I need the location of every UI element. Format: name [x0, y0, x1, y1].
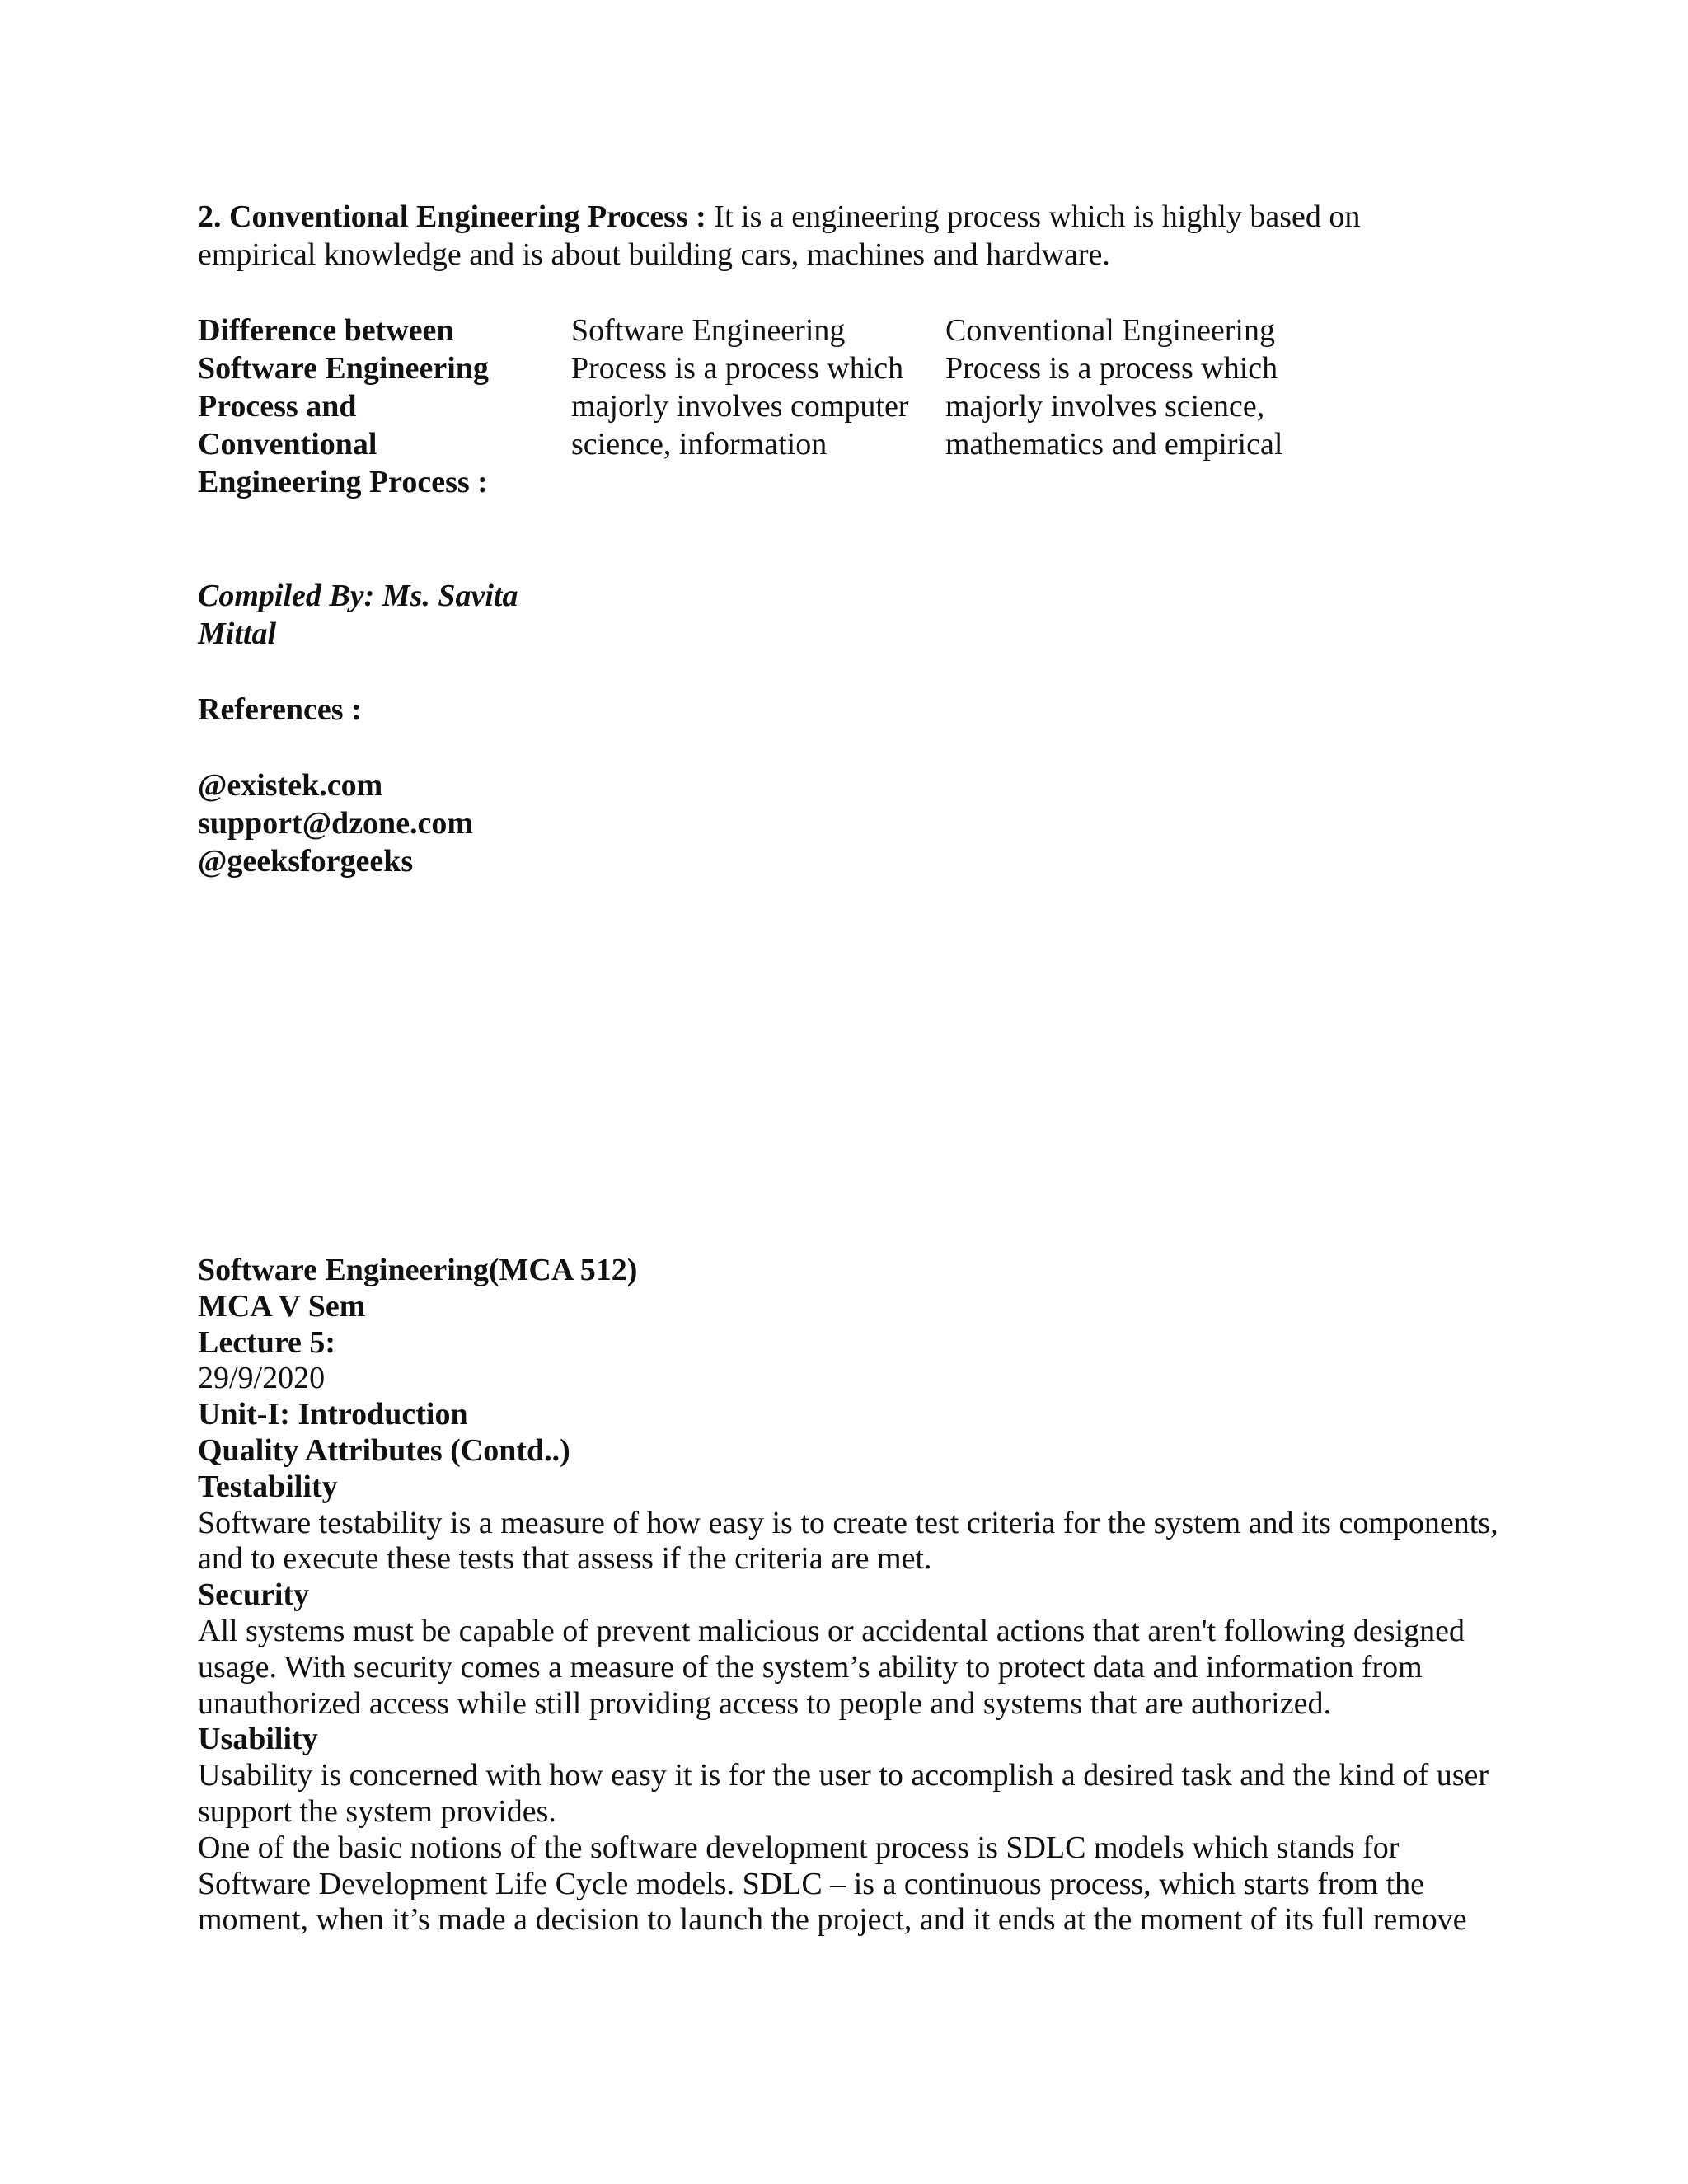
lecture-date: 29/9/2020: [198, 1361, 326, 1396]
section-heading: Security: [198, 1577, 310, 1613]
section-heading: Usability: [198, 1722, 318, 1757]
reference-item: @existek.com: [198, 768, 383, 803]
topic-title: Quality Attributes (Contd..): [198, 1432, 570, 1468]
unit-title: Unit-I: Introduction: [198, 1397, 468, 1432]
intro-paragraph: [198, 198, 1484, 274]
section-heading: Testability: [198, 1469, 338, 1504]
lecture-notes: [198, 1253, 1508, 1938]
reference-item: @geeksforgeeks: [198, 844, 414, 879]
intro-heading: 2. Conventional Engineering Process :: [198, 199, 706, 234]
compiled-by: Compiled By: Ms. Savita Mittal: [198, 579, 518, 651]
difference-software-cell: Software Engineering Process is a process which majorly involves computer science, information: [571, 313, 909, 462]
semester: MCA V Sem: [198, 1288, 366, 1324]
difference-conventional-cell: Conventional Engineering Process is a process which majorly involves science, mathematics and empirical: [945, 313, 1283, 462]
lecture-number: Lecture 5:: [198, 1324, 336, 1360]
references-heading: References :: [198, 692, 362, 727]
course-title: Software Engineering(MCA 512): [198, 1253, 638, 1287]
reference-item: support@dzone.com: [198, 806, 474, 841]
intro-text: It is a engineering process which is highly based on empirical knowledge and is about building cars, machines and hardware.: [198, 199, 1361, 272]
references-list: [198, 766, 473, 880]
section-body: Software testability is a measure of how easy is to create test criteria for the system and its components, and to execute these tests that assess if the criteria are met.: [198, 1505, 1498, 1577]
difference-heading: Difference between Software Engineering Process and Conventional Engineering Process :: [198, 313, 489, 499]
sdlc-paragraph: One of the basic notions of the software development process is SDLC models which stands for Software Development Life Cycle models. SDLC – is a continuous process, which starts from the moment, when it’s made a decision to launch the project, and it ends at the moment of its full remove: [198, 1830, 1467, 1938]
section-body: Usability is concerned with how easy it is for the user to accomplish a desired task and the kind of user support the system provides.: [198, 1758, 1489, 1829]
section-body: All systems must be capable of prevent malicious or accidental actions that aren't following designed usage. With security comes a measure of the system’s ability to protect data and information from unauthorized access while still providing access to people and systems that are authorized.: [198, 1613, 1465, 1721]
